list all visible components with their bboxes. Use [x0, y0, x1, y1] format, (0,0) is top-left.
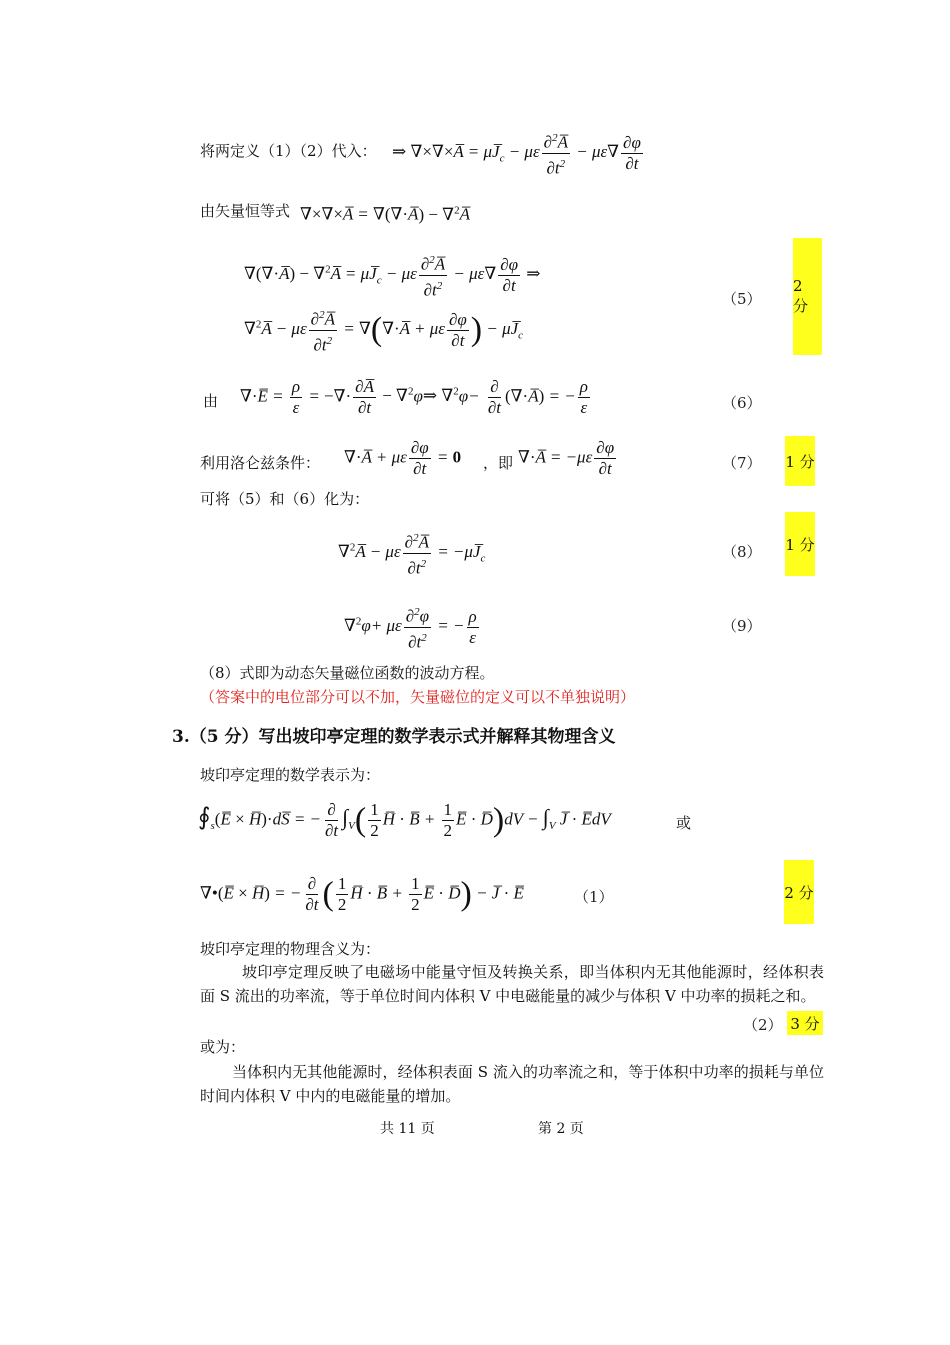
- poynting-meaning-para1: 坡印亭定理反映了电磁场中能量守恒及转换关系，即当体积内无其他能源时，经体积表面 S 流出的功率流，等于单位时间内体积 V 中电磁能量的减少与体积 V 中功率的损耗之和。: [200, 963, 824, 1005]
- equation-poynting-differential: ∇•(E̅ × H̅) = − $\frac{\partial}{\partial t}$ ( $\frac{1}{2}$ H̅ · B̅ + $\frac{1}{2}$ E̅ · D̅) − J̅ · E̅: [200, 874, 524, 914]
- poynting-meaning-para2: 当体积内无其他能源时，经体积表面 S 流入的功率流之和，等于体积中功率的损耗与单位时间内体积 V 中内的电磁能量的增加。: [200, 1063, 824, 1105]
- equation-number-7: （7）: [722, 454, 762, 472]
- equation-identity: ∇×∇×A̅ = ∇(∇·A̅) − ∇$^2$A̅: [300, 204, 470, 224]
- score-badge-p2: 3 分: [787, 1011, 823, 1035]
- score-badge-p1: 2 分: [784, 860, 814, 924]
- poynting-number-2: （2）: [737, 1014, 783, 1035]
- equation-5b: ∇$^2$A̅ − με $\frac{\partial^2A̅}{\partial t^2}$ = ∇(∇·A̅ + με $\frac{\partial\varphi}{\partial t}$ ) − $\mu J̅_c$: [244, 305, 523, 355]
- line-transform: 可将（5）和（6）化为：: [200, 490, 370, 508]
- equation-7a: ∇·A̅ + με $\frac{\partial\varphi}{\partial t}$ = 0: [344, 438, 462, 478]
- equation-number-6: （6）: [722, 394, 762, 412]
- question-3-title: 3.（5 分）写出坡印亭定理的数学表示式并解释其物理含义: [172, 727, 616, 747]
- equation-8: ∇$^2$A̅ − με $\frac{\partial^2A̅}{\partial t^2}$ = $-\mu J̅_c$: [338, 528, 485, 578]
- line-gauss-prefix: 由: [203, 392, 219, 410]
- equation-number-9: （9）: [722, 617, 762, 635]
- equation-number-8: （8）: [722, 543, 762, 561]
- poynting-math-intro: 坡印亭定理的数学表示为：: [200, 766, 381, 784]
- or-word: 或: [676, 814, 692, 832]
- score-badge-5: 2 分: [793, 238, 822, 355]
- line-lorentz-prefix: 利用洛仑兹条件：: [200, 454, 321, 472]
- equation-7b: ∇·A̅ = −με $\frac{\partial\varphi}{\partial t}$: [518, 438, 615, 478]
- line-lorentz-mid: ，即: [483, 454, 514, 472]
- score-badge-8: 1 分: [785, 512, 815, 576]
- line-identity: 由矢量恒等式: [200, 202, 291, 220]
- note-red: （答案中的电位部分可以不加，矢量磁位的定义可以不单独说明）: [200, 688, 636, 706]
- equation-number-5: （5）: [722, 290, 762, 308]
- score-badge-7: 1 分: [785, 436, 815, 486]
- equation-6: ∇·E̅ = $\frac{\rho}{\varepsilon}$ = −∇· $\frac{\partial A̅}{\partial t}$ − ∇$^2$φ⇒ ∇$^2$φ− $\frac{\partial}{\partial t}$ (∇·A̅) = − $\frac{\rho}{\varepsilon}$: [240, 377, 588, 417]
- equation-9: ∇$^2$φ+ με $\frac{\partial^2\varphi}{\partial t^2}$ = − $\frac{\rho}{\varepsilon}$: [344, 602, 481, 652]
- line-substitution: 将两定义（1）（2）代入：: [200, 142, 377, 160]
- poynting-number-1: （1）: [574, 888, 614, 906]
- or-as: 或为：: [200, 1038, 246, 1056]
- footer-page-number: 第 2 页: [538, 1121, 584, 1137]
- equation-5a: ∇(∇·A̅) − ∇$^2$A̅ = $\mu J̅_c - \mu\varepsilon$ $\frac{\partial^2A̅}{\partial t^2}$ − με∇ $\frac{\partial\varphi}{\partial t}$ ⇒: [244, 250, 541, 300]
- line-wave-equation: （8）式即为动态矢量磁位函数的波动方程。: [200, 664, 495, 682]
- equation-poynting-integral: $∮_s(E̅$ × H̅)·dS̅ = − $\frac{\partial}{\partial t}$ $\int_V$( $\frac{1}{2}$ H̅ · B̅ + $\frac{1}{2}$ E̅ · D̅)dV − $\int_V$ J̅ · E̅dV: [198, 800, 611, 840]
- poynting-meaning-intro: 坡印亭定理的物理含义为：: [200, 940, 381, 958]
- footer-total-pages: 共 11 页: [380, 1121, 435, 1137]
- equation-substitution: ⇒ ∇×∇×A̅ = $\mu J̅_c - \mu\varepsilon$ $\frac{\partial^2A̅}{\partial t^2}$ − με∇ $\frac{\partial\varphi}{\partial t}$: [392, 128, 645, 178]
